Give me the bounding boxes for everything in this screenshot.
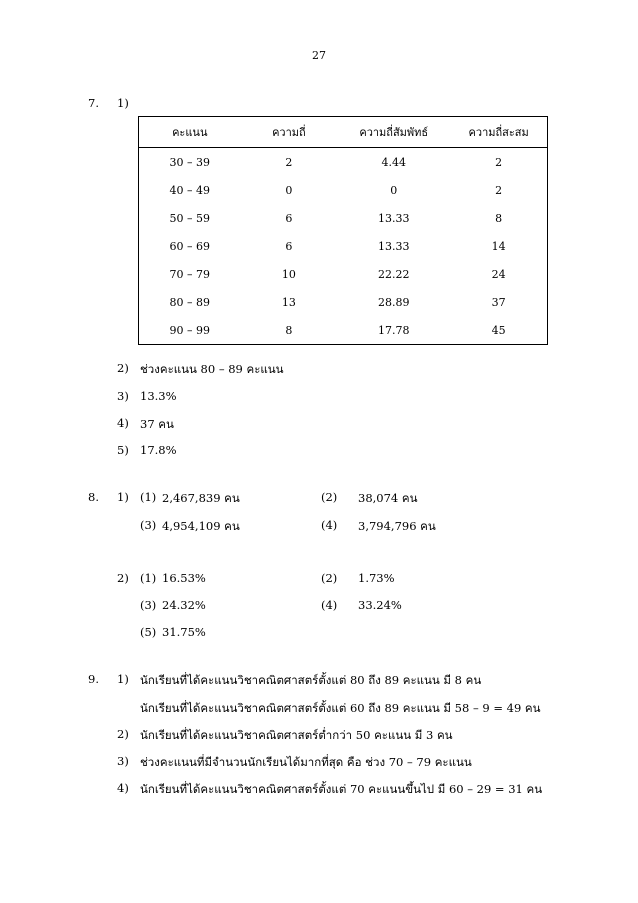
q8-1-item-1-text: 2,467,839 คน (162, 491, 240, 505)
cell-score: 40 – 49 (169, 183, 211, 197)
cell-score: 70 – 79 (169, 267, 211, 281)
question-7-part-4-answer: 37 คน (140, 417, 174, 431)
question-8-part-1-label: 1) (117, 490, 129, 504)
q8-2-item-1-text: 16.53% (162, 571, 206, 585)
q8-2-item-3-text: 24.32% (162, 598, 206, 612)
table-row (139, 232, 548, 260)
cell-cumulative-frequency: 45 (491, 323, 506, 337)
header-relative-frequency: ความถี่สัมพัทธ์ (337, 117, 450, 148)
cell-frequency: 6 (285, 211, 293, 225)
cell-cumulative-frequency: 24 (491, 267, 506, 281)
cell-score: 50 – 59 (169, 211, 211, 225)
table-row (139, 148, 548, 177)
q8-2-item-5-num: (5) (140, 625, 157, 639)
cell-relative-frequency: 0 (390, 183, 398, 197)
cell-score: 30 – 39 (169, 155, 211, 169)
table-row (139, 288, 548, 316)
cell-frequency: 13 (281, 295, 296, 309)
q8-1-item-3-text: 4,954,109 คน (162, 519, 240, 533)
table-row (139, 316, 548, 345)
cell-frequency: 6 (285, 239, 293, 253)
q8-2-item-4-num: (4) (321, 598, 338, 612)
q9-line-3-text: นักเรียนที่ได้คะแนนวิชาคณิตศาสตร์ต่ำกว่า 50 คะแนน มี 3 คน (140, 728, 453, 742)
q9-line-5-text: นักเรียนที่ได้คะแนนวิชาคณิตศาสตร์ตั้งแต่ 70 คะแนนขึ้นไป มี 60 – 29 = 31 คน (140, 782, 543, 796)
header-frequency: ความถี่ (241, 117, 338, 148)
q8-1-item-1-num: (1) (140, 490, 157, 504)
q8-2-item-1-num: (1) (140, 571, 157, 585)
q8-2-item-2-num: (2) (321, 571, 338, 585)
q9-line-4-label: 3) (117, 754, 129, 768)
q8-2-item-5-text: 31.75% (162, 625, 206, 639)
q9-line-5-label: 4) (117, 781, 129, 795)
q8-1-item-4-text: 3,794,796 คน (358, 519, 436, 533)
cell-cumulative-frequency: 8 (495, 211, 503, 225)
cell-score: 60 – 69 (169, 239, 211, 253)
cell-relative-frequency: 17.78 (378, 323, 410, 337)
q8-1-item-2-text: 38,074 คน (358, 491, 418, 505)
question-7-part-2-answer: ช่วงคะแนน 80 – 89 คะแนน (140, 362, 284, 376)
q8-2-item-4-text: 33.24% (358, 598, 402, 612)
cell-frequency: 8 (285, 323, 293, 337)
question-7-part-1-label: 1) (117, 96, 129, 110)
q8-1-item-3-num: (3) (140, 518, 157, 532)
question-7-part-3-label: 3) (117, 389, 129, 403)
header-cumulative-frequency: ความถี่สะสม (450, 117, 547, 148)
cell-relative-frequency: 28.89 (378, 295, 410, 309)
question-7-number: 7. (88, 96, 99, 110)
question-7-part-2-label: 2) (117, 361, 129, 375)
cell-frequency: 0 (285, 183, 293, 197)
table-row (139, 204, 548, 232)
q8-1-item-2-num: (2) (321, 490, 338, 504)
q9-line-4-text: ช่วงคะแนนที่มีจำนวนนักเรียนได้มากที่สุด คือ ช่วง 70 – 79 คะแนน (140, 755, 472, 769)
q9-line-3-label: 2) (117, 727, 129, 741)
cell-cumulative-frequency: 2 (495, 155, 503, 169)
cell-relative-frequency: 13.33 (378, 239, 410, 253)
cell-cumulative-frequency: 14 (491, 239, 506, 253)
question-7-part-5-answer: 17.8% (140, 443, 177, 457)
cell-cumulative-frequency: 37 (491, 295, 506, 309)
question-8-part-2-label: 2) (117, 571, 129, 585)
cell-cumulative-frequency: 2 (495, 183, 503, 197)
question-9-number: 9. (88, 672, 99, 686)
page-number: 27 (312, 49, 326, 62)
header-score: คะแนน (139, 117, 241, 148)
q9-line-2-text: นักเรียนที่ได้คะแนนวิชาคณิตศาสตร์ตั้งแต่ 60 ถึง 89 คะแนน มี 58 – 9 = 49 คน (140, 701, 541, 715)
q9-line-1-label: 1) (117, 672, 129, 686)
cell-relative-frequency: 22.22 (378, 267, 410, 281)
question-7-part-4-label: 4) (117, 416, 129, 430)
table-header-row (139, 117, 548, 148)
q8-1-item-4-num: (4) (321, 518, 338, 532)
cell-frequency: 2 (285, 155, 293, 169)
q8-2-item-3-num: (3) (140, 598, 157, 612)
question-7-part-5-label: 5) (117, 443, 129, 457)
question-8-number: 8. (88, 490, 99, 504)
cell-relative-frequency: 4.44 (381, 155, 406, 169)
cell-score: 80 – 89 (169, 295, 211, 309)
cell-relative-frequency: 13.33 (378, 211, 410, 225)
cell-score: 90 – 99 (169, 323, 211, 337)
frequency-table (138, 116, 548, 345)
table-row (139, 176, 548, 204)
q8-2-item-2-text: 1.73% (358, 571, 395, 585)
question-7-part-3-answer: 13.3% (140, 389, 177, 403)
cell-frequency: 10 (281, 267, 296, 281)
q9-line-1-text: นักเรียนที่ได้คะแนนวิชาคณิตศาสตร์ตั้งแต่ 80 ถึง 89 คะแนน มี 8 คน (140, 673, 482, 687)
table-row (139, 260, 548, 288)
